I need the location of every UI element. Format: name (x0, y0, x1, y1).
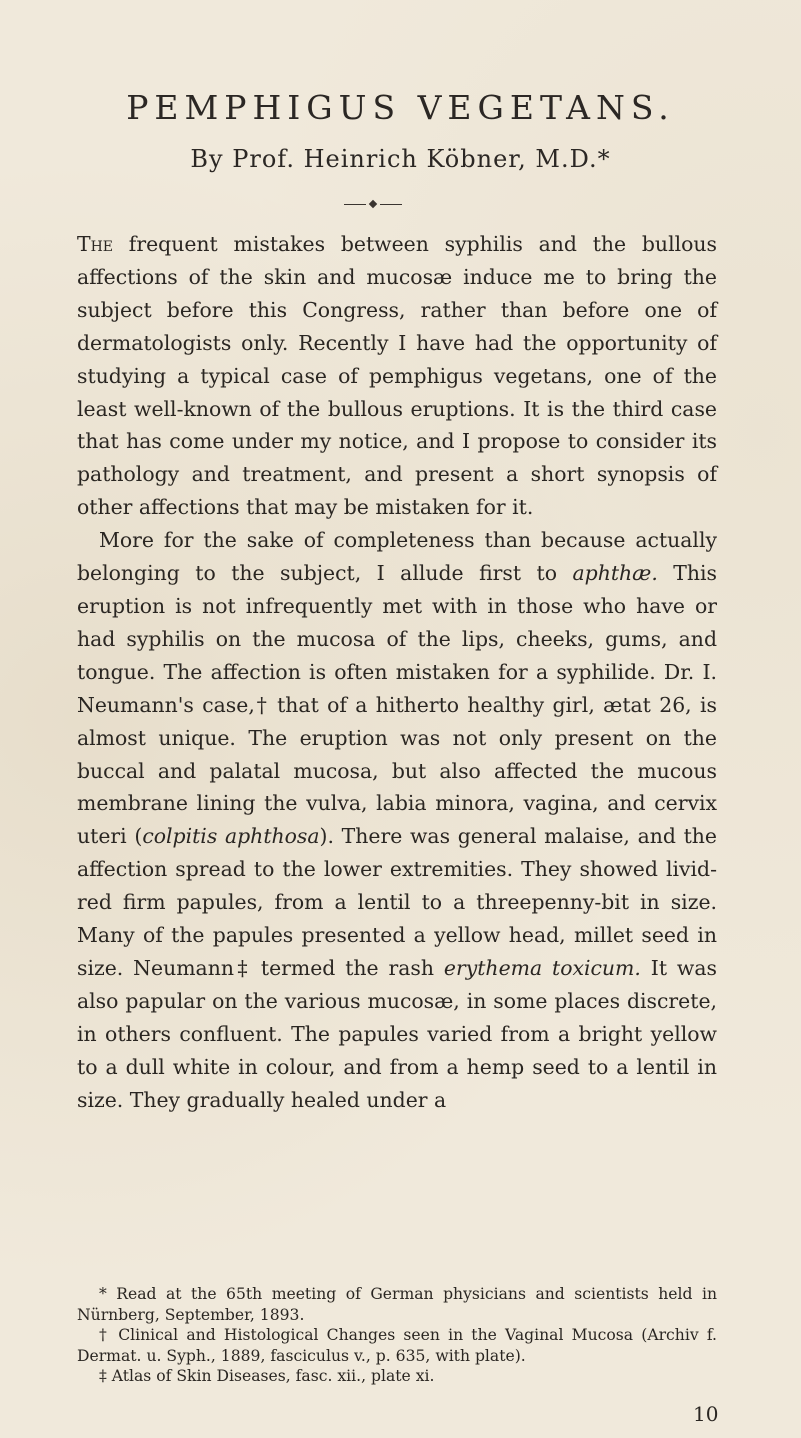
paragraph-1-text: frequent mistakes between syphilis and the bullous affections of the skin and mucosæ induce me to bring the subject before this Congress, rather than before one of dermatologists only. Recently I have had the opportunity of studying a typical case of pemphigus vegetans, one of the least well-known of the bullous eruptions. It is the third case that has come under my notice, and I propose to consider its pathology and treatment, and present a short synopsis of other affections that may be mistaken for it. (77, 232, 717, 520)
paragraph-2-text-c: ). There was general malaise, and the affection spread to the lower extremities. They showed livid-red firm papules, from a lentil to a threepenny-bit in size. Many of the papules presented a yellow head, millet seed in size. Neumann‡ termed the rash (77, 824, 717, 980)
term-aphthae: aphthæ. (572, 561, 658, 586)
article-body (77, 228, 717, 1116)
footnotes (77, 1284, 717, 1387)
drop-lead-word: The (77, 232, 114, 256)
rule-right (380, 204, 402, 205)
paragraph-2-text-a: More for the sake of completeness than because actually belonging to the subject, I allude first to (77, 528, 717, 586)
page-number: 10 (693, 1402, 719, 1426)
term-erythema-toxicum: erythema toxicum. (443, 955, 641, 980)
footnote-2: † Clinical and Histological Changes seen in the Vaginal Mucosa (Archiv f. Dermat. u. Syph., 1889, fasciculus v., p. 635, with plate). (77, 1326, 717, 1365)
diamond-rule-ornament (344, 200, 404, 210)
rule-left (344, 204, 366, 205)
paragraph-1 (77, 228, 717, 524)
footnote-1: * Read at the 65th meeting of German physicians and scientists held in Nürnberg, September, 1893. (77, 1285, 717, 1324)
author-byline: By Prof. Heinrich Köbner, M.D.* (190, 145, 611, 173)
diamond-icon (369, 200, 377, 208)
article-title: PEMPHIGUS VEGETANS. (126, 88, 675, 127)
term-colpitis-aphthosa: colpitis aphthosa (142, 824, 320, 849)
paragraph-2-text-d: It was also papular on the various mucosæ, in some places discrete, in others confluent. The papules varied from a bright yellow to a dull white in colour, and from a hemp seed to a lentil in size. They gradually healed under a (77, 955, 717, 1112)
footnote-3: ‡ Atlas of Skin Diseases, fasc. xii., plate xi. (99, 1367, 435, 1385)
paragraph-2 (77, 524, 717, 1116)
paragraph-2-text-b: This eruption is not infrequently met with in those who have or had syphilis on the mucosa of the lips, cheeks, gums, and tongue. The affection is often mistaken for a syphilide. Dr. I. Neumann's case,† that of a hitherto healthy girl, ætat 26, is almost unique. The eruption was not only present on the buccal and palatal mucosa, but also affected the mucous membrane lining the vulva, labia minora, vagina, and cervix uteri ( (77, 561, 717, 849)
